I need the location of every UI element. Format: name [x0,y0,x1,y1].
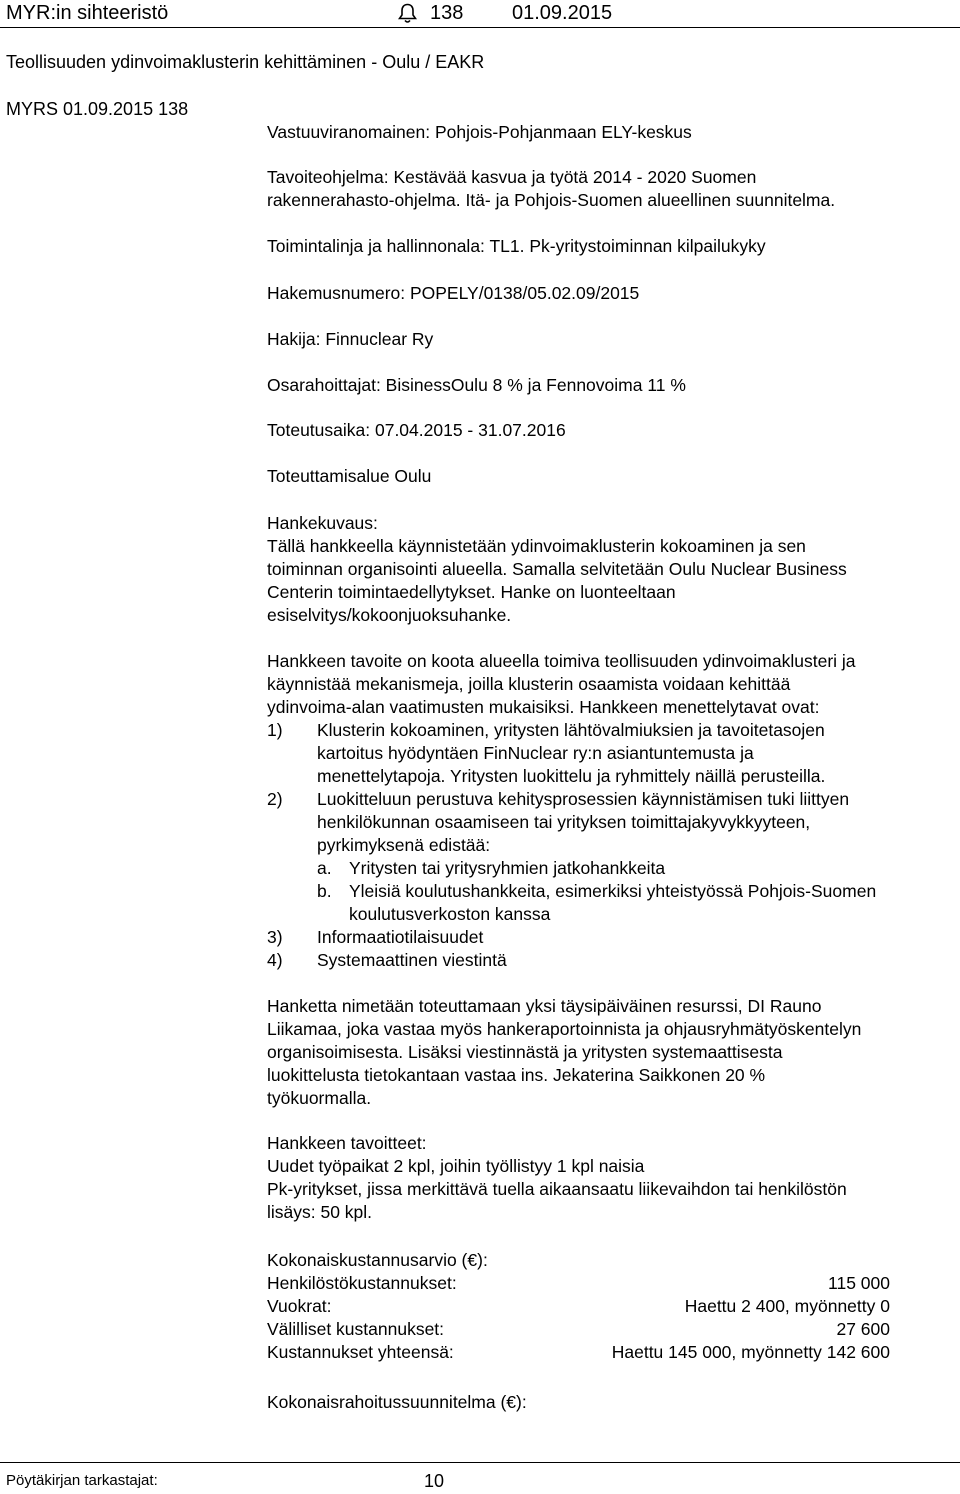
tavoite-intro-line: ydinvoima-alan vaatimusten mukaisiksi. Hankkeen menettelytavat ovat: [267,697,820,717]
resurssi-line: organisoimisesta. Lisäksi viestinnästä ja yritysten systemaattisesta [267,1042,783,1062]
cost-label: Vuokrat: [267,1296,332,1316]
sublist-item [349,880,876,926]
hakemusnumero: Hakemusnumero: POPELY/0138/05.02.09/2015 [267,283,640,303]
sublist-item [349,857,665,880]
list-item [317,926,483,949]
footer-rule [0,1462,960,1463]
hankekuvaus-heading: Hankekuvaus: [267,513,378,533]
resurssi-line: Hanketta nimetään toteuttamaan yksi täysipäiväinen resurssi, DI Rauno [267,996,822,1016]
resurssi-line: luokittelusta tietokantaan vastaa ins. Jekaterina Saikkonen 20 % [267,1065,766,1085]
list-number: 3) [267,927,283,947]
cost-row [267,1272,890,1295]
cost-value: Haettu 2 400, myönnetty 0 [684,1296,890,1316]
bell-icon [398,3,417,24]
tavoiteohjelma-line: rakennerahasto-ohjelma. Itä- ja Pohjois-Suomen alueellinen suunnitelma. [267,190,836,210]
vastuuviranomainen: Vastuuviranomainen: Pohjois-Pohjanmaan ELY-keskus [267,122,692,142]
sublist-letter: a. [317,858,332,878]
hankekuvaus [267,512,947,627]
tavoite-intro-line: käynnistää mekanismeja, joilla klusterin osaamista voidaan kehittää [267,674,791,694]
tavoiteohjelma-line: Tavoiteohjelma: Kestävää kasvua ja työtä 2014 - 2020 Suomen [267,167,757,187]
list-item-line: Klusterin kokoaminen, yritysten lähtövalmiuksien ja tavoitetasojen [317,720,825,740]
list-number: 2) [267,789,283,809]
cost-value: Haettu 145 000, myönnetty 142 600 [611,1342,890,1362]
sublist-item-line: Yritysten tai yritysryhmien jatkohankkeita [349,858,666,878]
list-item-line: Luokitteluun perustuva kehitysprosessien käynnistämisen tuki liittyen [317,789,850,809]
footer-label: Pöytäkirjan tarkastajat: [6,1472,158,1489]
sublist-item-line: koulutusverkoston kanssa [349,904,551,924]
list-item-line: menettelytapoja. Yritysten luokittelu ja ryhmittely näillä perusteilla. [317,766,826,786]
tavoitteet-line: Pk-yritykset, jissa merkittävä tuella aikaansaatu liikevaihdon tai henkilöstön [267,1179,847,1199]
resurssi [267,995,947,1110]
reference-label: MYRS 01.09.2015 138 [6,99,189,119]
list-number: 1) [267,720,283,740]
cost-label: Välilliset kustannukset: [267,1319,445,1339]
list-number: 4) [267,950,283,970]
header-rule [0,27,960,28]
header-section: MYR:in sihteeristö [6,2,169,24]
hankekuvaus-line: toiminnan organisointi alueella. Samalla selvitetään Oulu Nuclear Business [267,559,847,579]
page-number: 10 [424,1471,445,1491]
header-number: 138 [430,2,464,24]
resurssi-line: työkuormalla. [267,1088,372,1108]
hakija: Hakija: Finnuclear Ry [267,329,434,349]
cost-value: 27 600 [836,1319,890,1339]
resurssi-line: Liikamaa, joka vastaa myös hankeraportoinnista ja ohjausryhmätyöskentelyn [267,1019,862,1039]
costs-title: Kokonaiskustannusarvio (€): [267,1250,488,1270]
hankekuvaus-line: esiselvitys/kokoonjuoksuhanke. [267,605,512,625]
osarahoittajat: Osarahoittajat: BisinessOulu 8 % ja Fennovoima 11 % [267,375,686,395]
cost-label: Kustannukset yhteensä: [267,1342,454,1362]
tavoitteet-line: Uudet työpaikat 2 kpl, joihin työllistyy 1 kpl naisia [267,1156,645,1176]
cost-row [267,1318,890,1341]
sublist-letter: b. [317,881,332,901]
tavoitteet-line: lisäys: 50 kpl. [267,1202,373,1222]
cost-value: 115 000 [828,1273,890,1293]
header-date: 01.09.2015 [512,2,613,24]
list-item-line: henkilökunnan osaamiseen tai yrityksen toimittajakyvykkyyteen, [317,812,811,832]
list-item-line: Systemaattinen viestintä [317,950,507,970]
list-item-line: kartoitus hyödyntäen FinNuclear ry:n asiantuntemusta ja [317,743,754,763]
hankekuvaus-line: Centerin toimintaedellytykset. Hanke on luonteeltaan [267,582,676,602]
tavoitteet-heading: Hankkeen tavoitteet: [267,1133,427,1153]
list-item-line: Informaatiotilaisuudet [317,927,484,947]
list-item-line: pyrkimyksenä edistää: [317,835,491,855]
toimintalinja: Toimintalinja ja hallinnonala: TL1. Pk-yritystoiminnan kilpailukyky [267,236,766,256]
cost-label: Henkilöstökustannukset: [267,1273,457,1293]
subject-title: Teollisuuden ydinvoimaklusterin kehittäminen - Oulu / EAKR [6,52,485,72]
tavoitteet [267,1132,947,1224]
rahoitus-title: Kokonaisrahoitussuunnitelma (€): [267,1392,527,1412]
list-item [317,788,849,857]
tavoiteohjelma [267,166,947,212]
tavoite-intro-line: Hankkeen tavoite on koota alueella toimiva teollisuuden ydinvoimaklusteri ja [267,651,856,671]
toteutusaika: Toteutusaika: 07.04.2015 - 31.07.2016 [267,420,566,440]
cost-row [267,1295,890,1318]
list-item [317,949,507,972]
tavoite-intro [267,650,947,719]
cost-row [267,1341,890,1364]
hankekuvaus-line: Tällä hankkeella käynnistetään ydinvoimaklusterin kokoaminen ja sen [267,536,806,556]
toteuttamisalue: Toteuttamisalue Oulu [267,466,432,486]
list-item [317,719,825,788]
sublist-item-line: Yleisiä koulutushankkeita, esimerkiksi yhteistyössä Pohjois-Suomen [349,881,877,901]
